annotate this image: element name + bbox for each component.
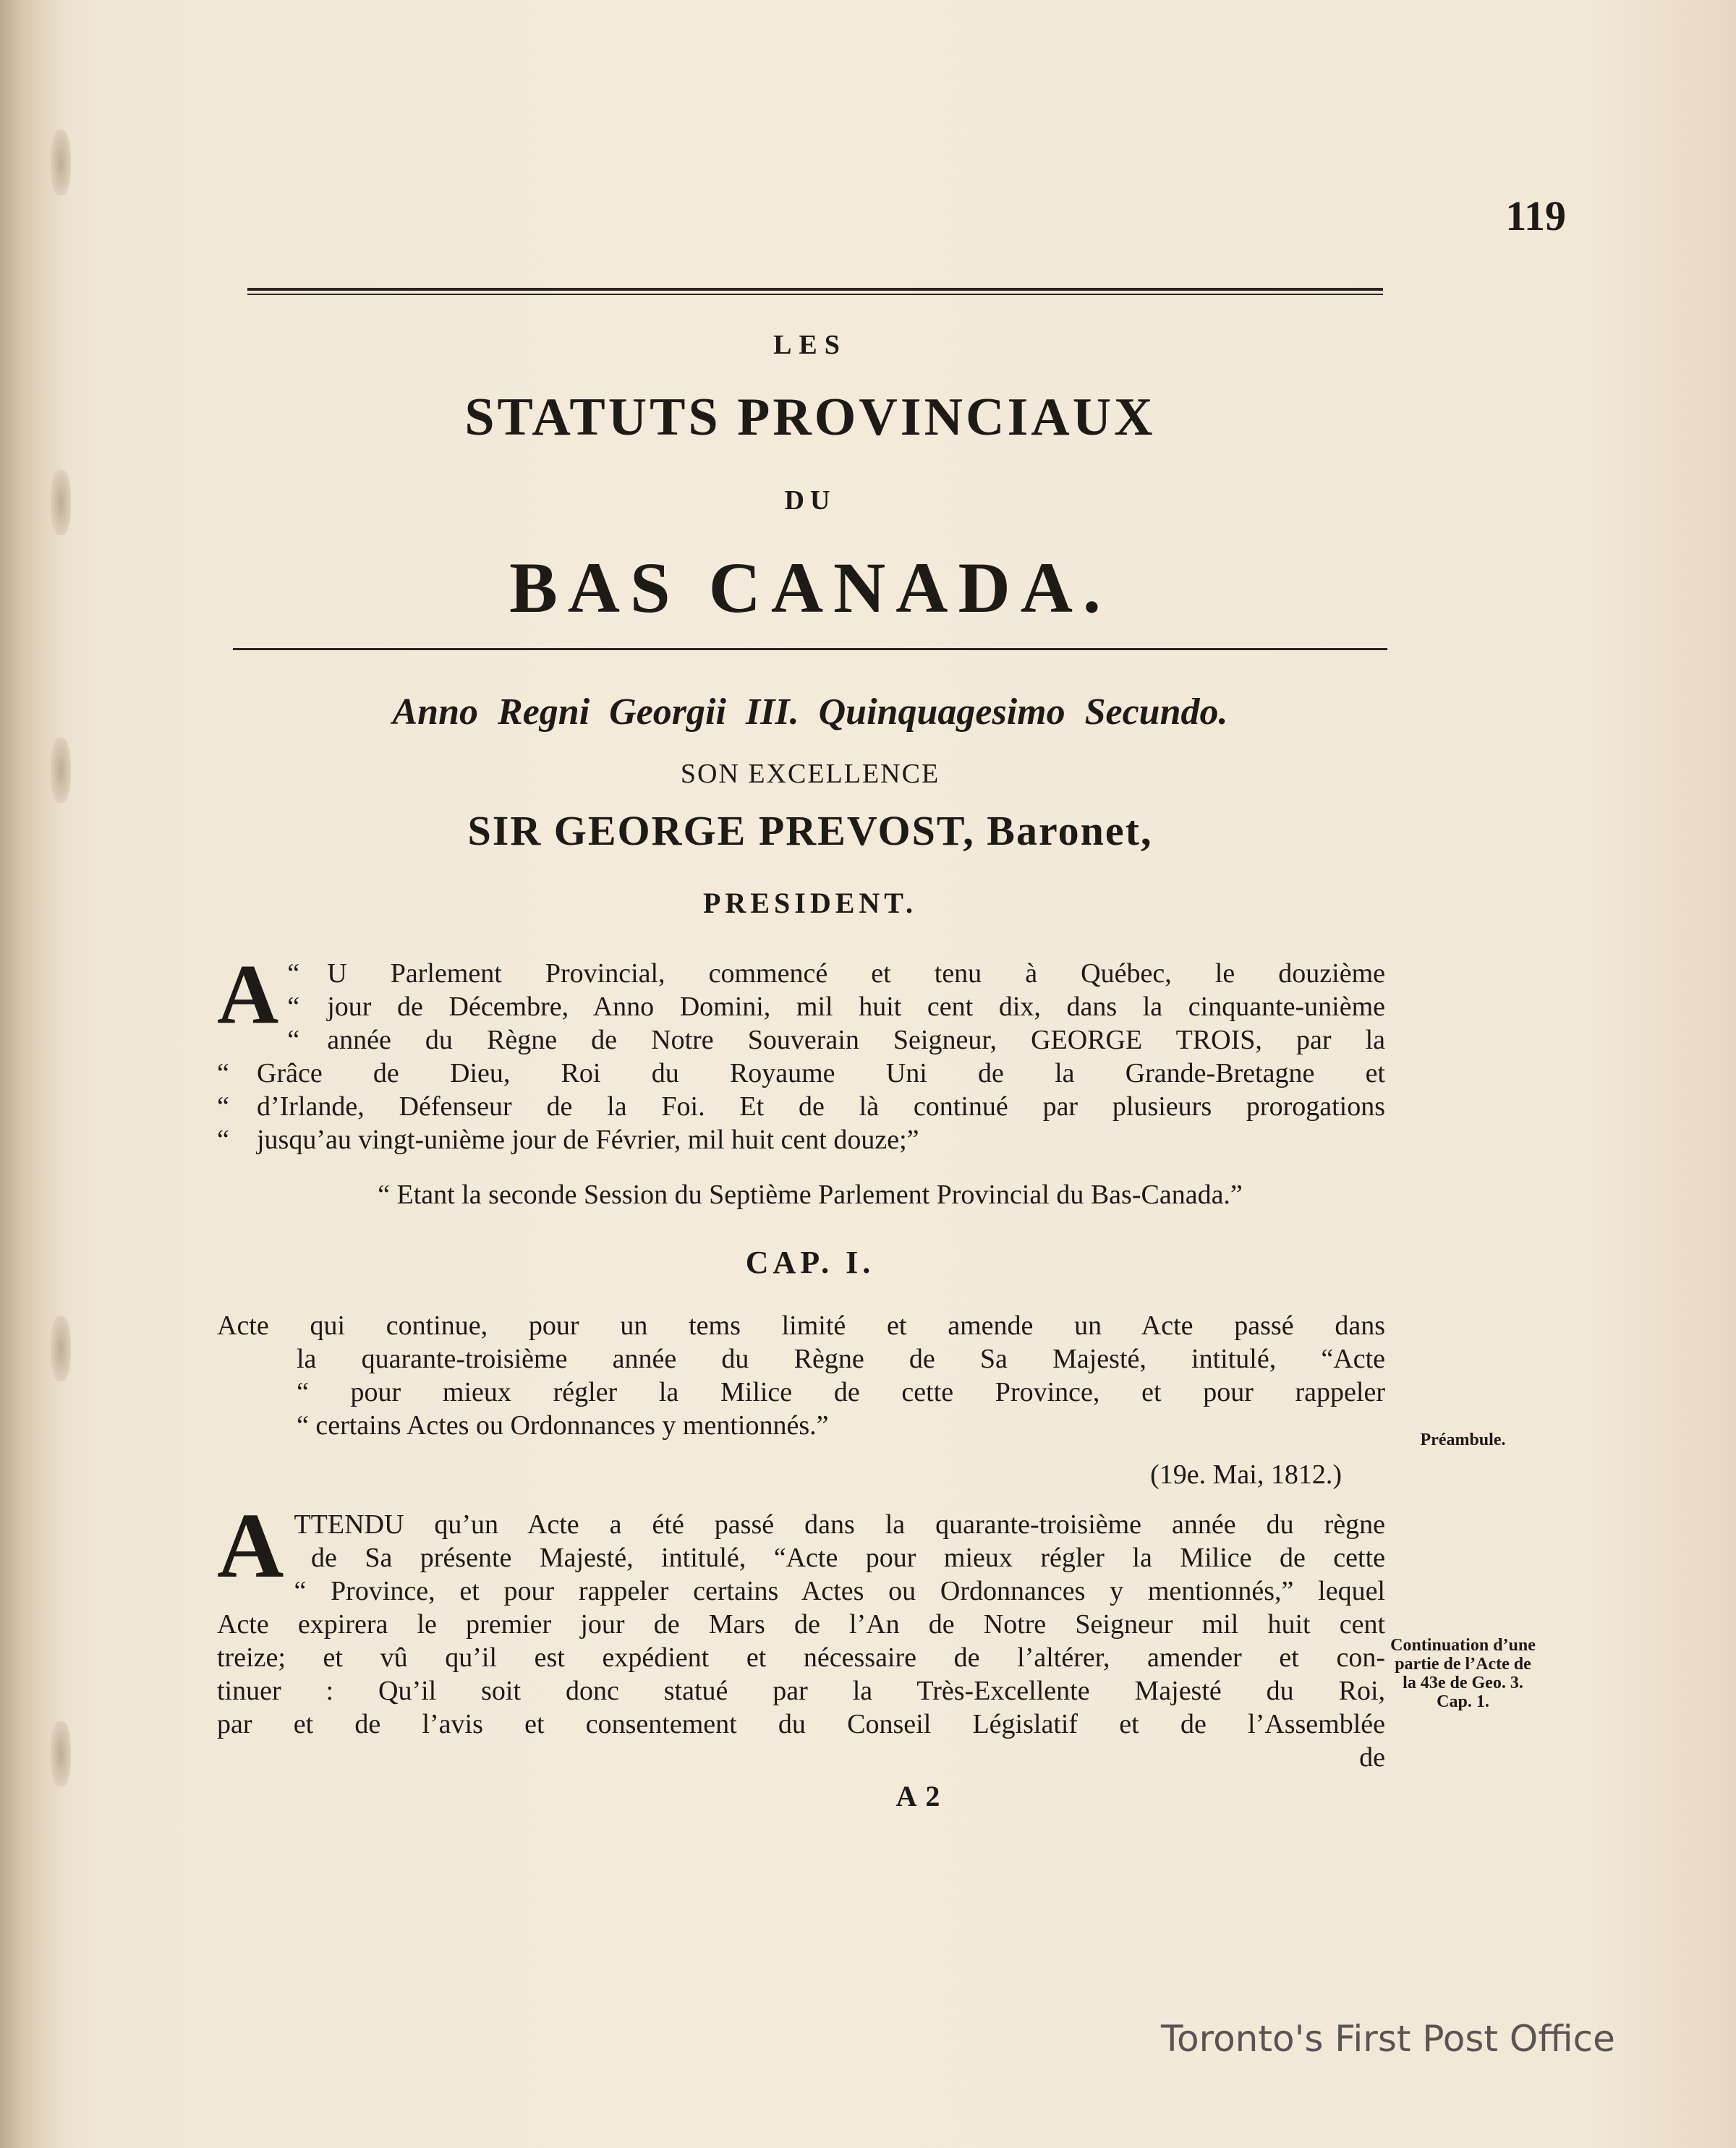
chapter-heading: CAP. I. [745, 1245, 875, 1280]
act-date: (19e. Mai, 1812.) [1150, 1459, 1342, 1490]
preamble-line: “ Grâce de Dieu, Roi du Royaume Uni de la Grande-Bretagne et [217, 1058, 1385, 1088]
body-dropcap: A [217, 1494, 284, 1597]
body-line: Acte expirera le premier jour de Mars de l’An de Notre Seigneur mil huit cent [217, 1609, 1385, 1640]
title-du: DU [784, 485, 836, 516]
body-line: treize; et vû qu’il est expédient et nécessaire de l’altérer, amender et con- [217, 1642, 1385, 1673]
preamble-paragraph [217, 947, 1385, 1156]
act-title-line: Acte qui continue, pour un tems limité et amende un Acte passé dans [217, 1310, 1385, 1341]
signature-mark: A 2 [895, 1780, 942, 1812]
body-line: tinuer : Qu’il soit donc statué par la Très-Excellente Majesté du Roi, [217, 1676, 1385, 1706]
margin-note-continuation: Continuation d’une partie de l’Acte de la 43e de Geo. 3. Cap. 1. [1390, 1636, 1536, 1711]
binding-stitch [51, 470, 71, 535]
body-line: de Sa présente Majesté, intitulé, “Acte pour mieux régler la Milice de cette [311, 1543, 1385, 1573]
title-statuts-provinciaux: STATUTS PROVINCIAUX [464, 388, 1156, 447]
margin-note-preambule: Préambule. [1420, 1431, 1506, 1449]
act-title-line: “ pour mieux régler la Milice de cette Province, et pour rappeler [297, 1377, 1385, 1407]
top-double-rule-thin [247, 294, 1383, 295]
session-statement: “ Etant la seconde Session du Septième Parlement Provincial du Bas-Canada.” [378, 1180, 1243, 1210]
preamble-line: “ jour de Décembre, Anno Domini, mil huit cent dix, dans la cinquante-unième [287, 992, 1385, 1022]
binding-stitch [51, 738, 71, 803]
preamble-line: “ année du Règne de Notre Souverain Seigneur, GEORGE TROIS, par la [287, 1025, 1385, 1055]
act-title-line: “ certains Actes ou Ordonnances y mentionnés.” [297, 1410, 829, 1441]
binding-stitch [51, 130, 71, 195]
preamble-dropcap: A [217, 947, 279, 1041]
title-bottom-rule [233, 648, 1387, 650]
binding-stitch [51, 1721, 71, 1786]
regnal-year-heading: Anno Regni Georgii III. Quinquagesimo Secundo. [392, 691, 1228, 733]
top-double-rule [247, 288, 1383, 291]
page-binding-edge [0, 0, 65, 2148]
preamble-line: “ d’Irlande, Défenseur de la Foi. Et de là continué par plusieurs prorogations [217, 1091, 1385, 1122]
act-title-line: la quarante-troisième année du Règne de Sa Majesté, intitulé, “Acte [297, 1344, 1385, 1374]
title-les: LES [773, 330, 847, 360]
governor-title: PRESIDENT. [703, 887, 917, 919]
body-catchword: de [1359, 1742, 1385, 1773]
son-excellence: SON EXCELLENCE [680, 759, 940, 789]
governor-name: SIR GEORGE PREVOST, Baronet, [467, 807, 1153, 854]
preamble-line: “ jusqu’au vingt-unième jour de Février, mil huit cent douze;” [217, 1125, 919, 1155]
act-body-paragraph [217, 1494, 1385, 1774]
binding-stitch [51, 1316, 71, 1381]
preamble-line: “ A U Parlement Provincial, commencé et tenu à Québec, le douzième [217, 947, 1385, 1041]
watermark-text: Toronto's First Post Office [1161, 2018, 1615, 2060]
page-number: 119 [1505, 192, 1566, 239]
act-title-paragraph [217, 1309, 1385, 1442]
title-bas-canada: BAS CANADA. [509, 547, 1111, 628]
body-line: “ Province, et pour rappeler certains Actes ou Ordonnances y mentionnés,” lequel [294, 1576, 1385, 1606]
body-line: par et de l’avis et consentement du Conseil Législatif et de l’Assemblée [217, 1709, 1385, 1739]
body-line: ATTENDU qu’un Acte a été passé dans la quarante-troisième année du règne [217, 1494, 1385, 1597]
